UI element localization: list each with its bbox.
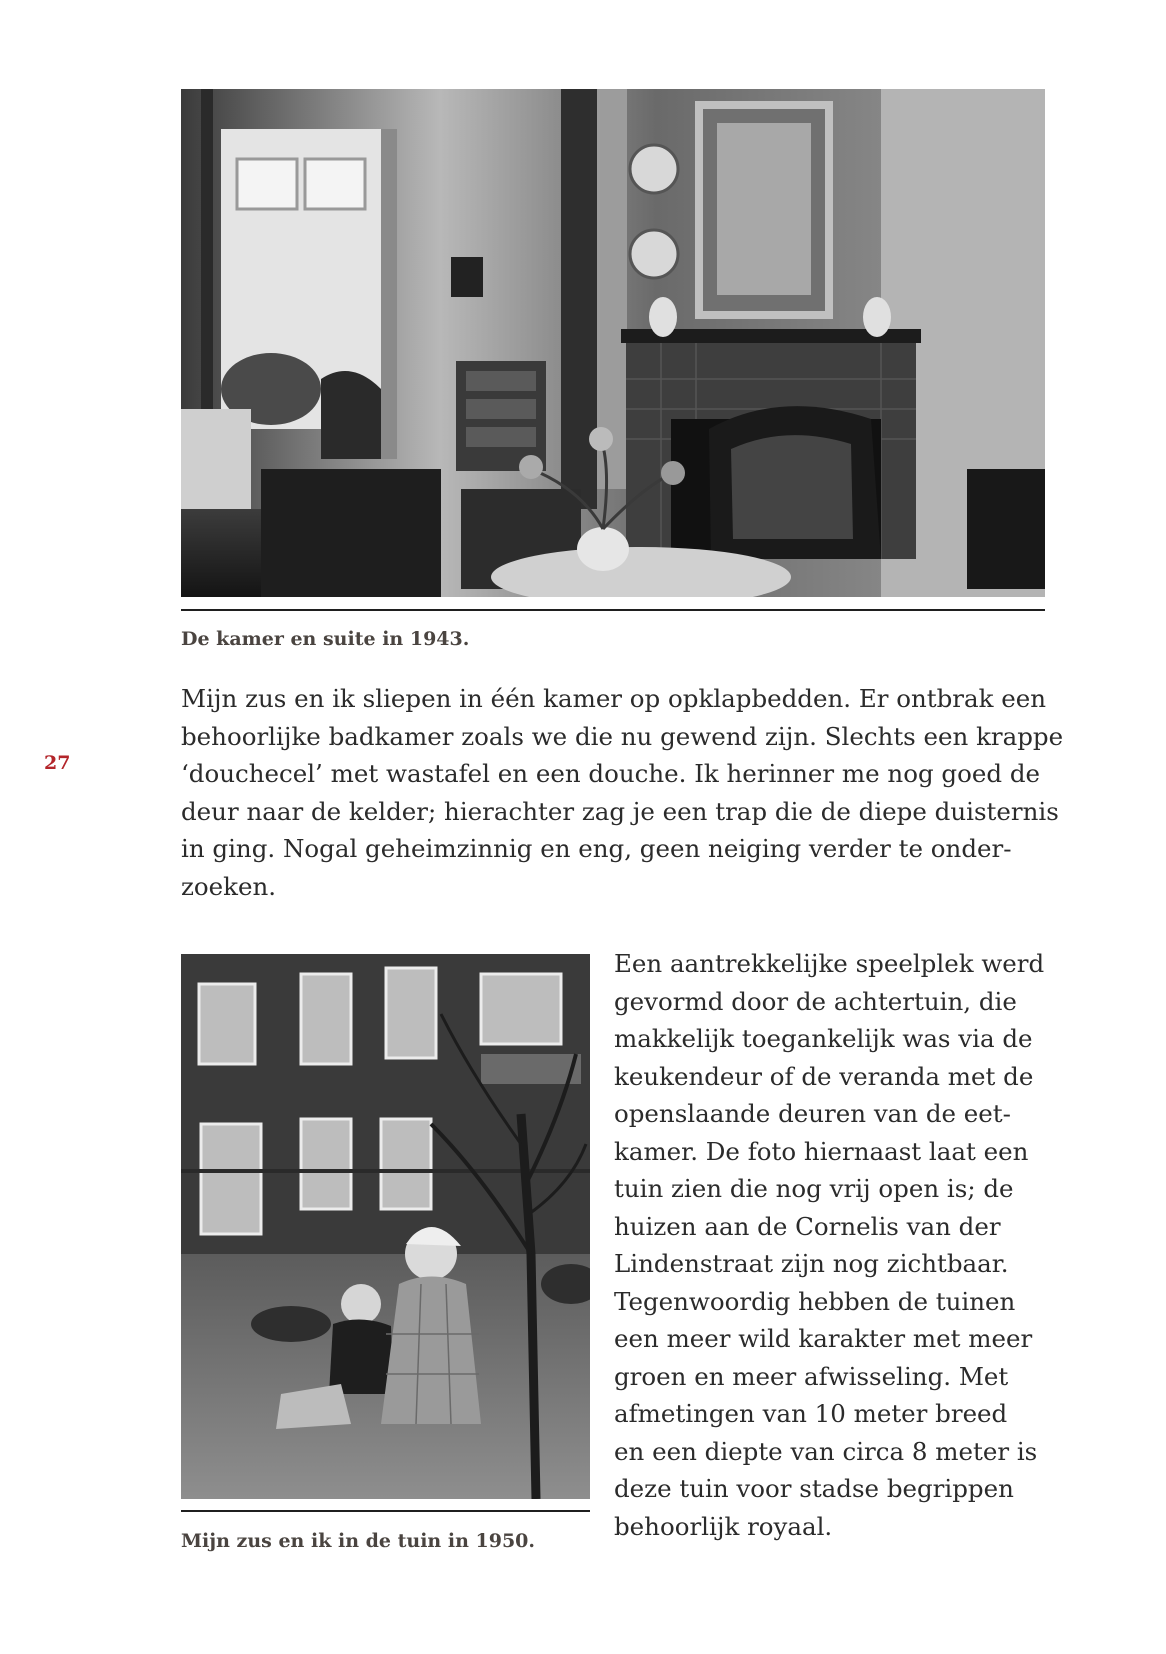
page-number: 27	[44, 752, 71, 774]
figure-rule	[181, 1510, 590, 1512]
text-line: kamer. De foto hiernaast laat een	[614, 1136, 1029, 1166]
text-line: een meer wild karakter met meer	[614, 1324, 1033, 1353]
living-room-photo	[181, 89, 1045, 597]
text-line: Mijn zus en ik sliepen in één kamer op opklapbedden. Er ontbrak een	[181, 684, 1047, 713]
text-line: deze tuin voor stadse begrippen	[614, 1474, 1014, 1503]
text-line: huizen aan de Cornelis van der	[614, 1211, 1001, 1241]
paragraph-1	[181, 680, 1064, 905]
text-line: tuin zien die nog vrij open is; de	[614, 1174, 1014, 1203]
text-line: gevormd door de achtertuin, die	[614, 986, 1017, 1016]
text-line: deur naar de kelder; hierachter zag je een trap die de diepe duisternis	[181, 796, 1059, 826]
text-line: behoorlijk royaal.	[614, 1511, 833, 1541]
figure-caption: De kamer en suite in 1943.	[181, 628, 470, 650]
text-line: groen en meer afwisseling. Met	[614, 1361, 1009, 1391]
text-line: keukendeur of de veranda met de	[614, 1061, 1034, 1091]
garden-photo	[181, 954, 590, 1499]
figure-caption: Mijn zus en ik in de tuin in 1950.	[181, 1530, 535, 1552]
figure-rule	[181, 609, 1045, 611]
text-line: Een aantrekkelijke speelplek werd	[614, 949, 1045, 978]
text-line: afmetingen van 10 meter breed	[614, 1399, 1008, 1428]
text-line: Tegenwoordig hebben de tuinen	[614, 1286, 1016, 1316]
paragraph-2	[614, 945, 1064, 1545]
text-line: makkelijk toegankelijk was via de	[614, 1024, 1033, 1053]
text-line: openslaande deuren van de eet-	[614, 1099, 1011, 1128]
text-line: in ging. Nogal geheimzinnig en eng, geen neiging verder te onder-	[181, 834, 1012, 863]
text-line: behoorlijke badkamer zoals we die nu gewend zijn. Slechts een krappe	[181, 721, 1064, 751]
text-line: zoeken.	[181, 871, 277, 901]
text-line: ‘douchecel’ met wastafel en een douche. Ik herinner me nog goed de	[181, 759, 1041, 788]
text-line: en een diepte van circa 8 meter is	[614, 1436, 1038, 1466]
text-line: Lindenstraat zijn nog zichtbaar.	[614, 1249, 1009, 1278]
